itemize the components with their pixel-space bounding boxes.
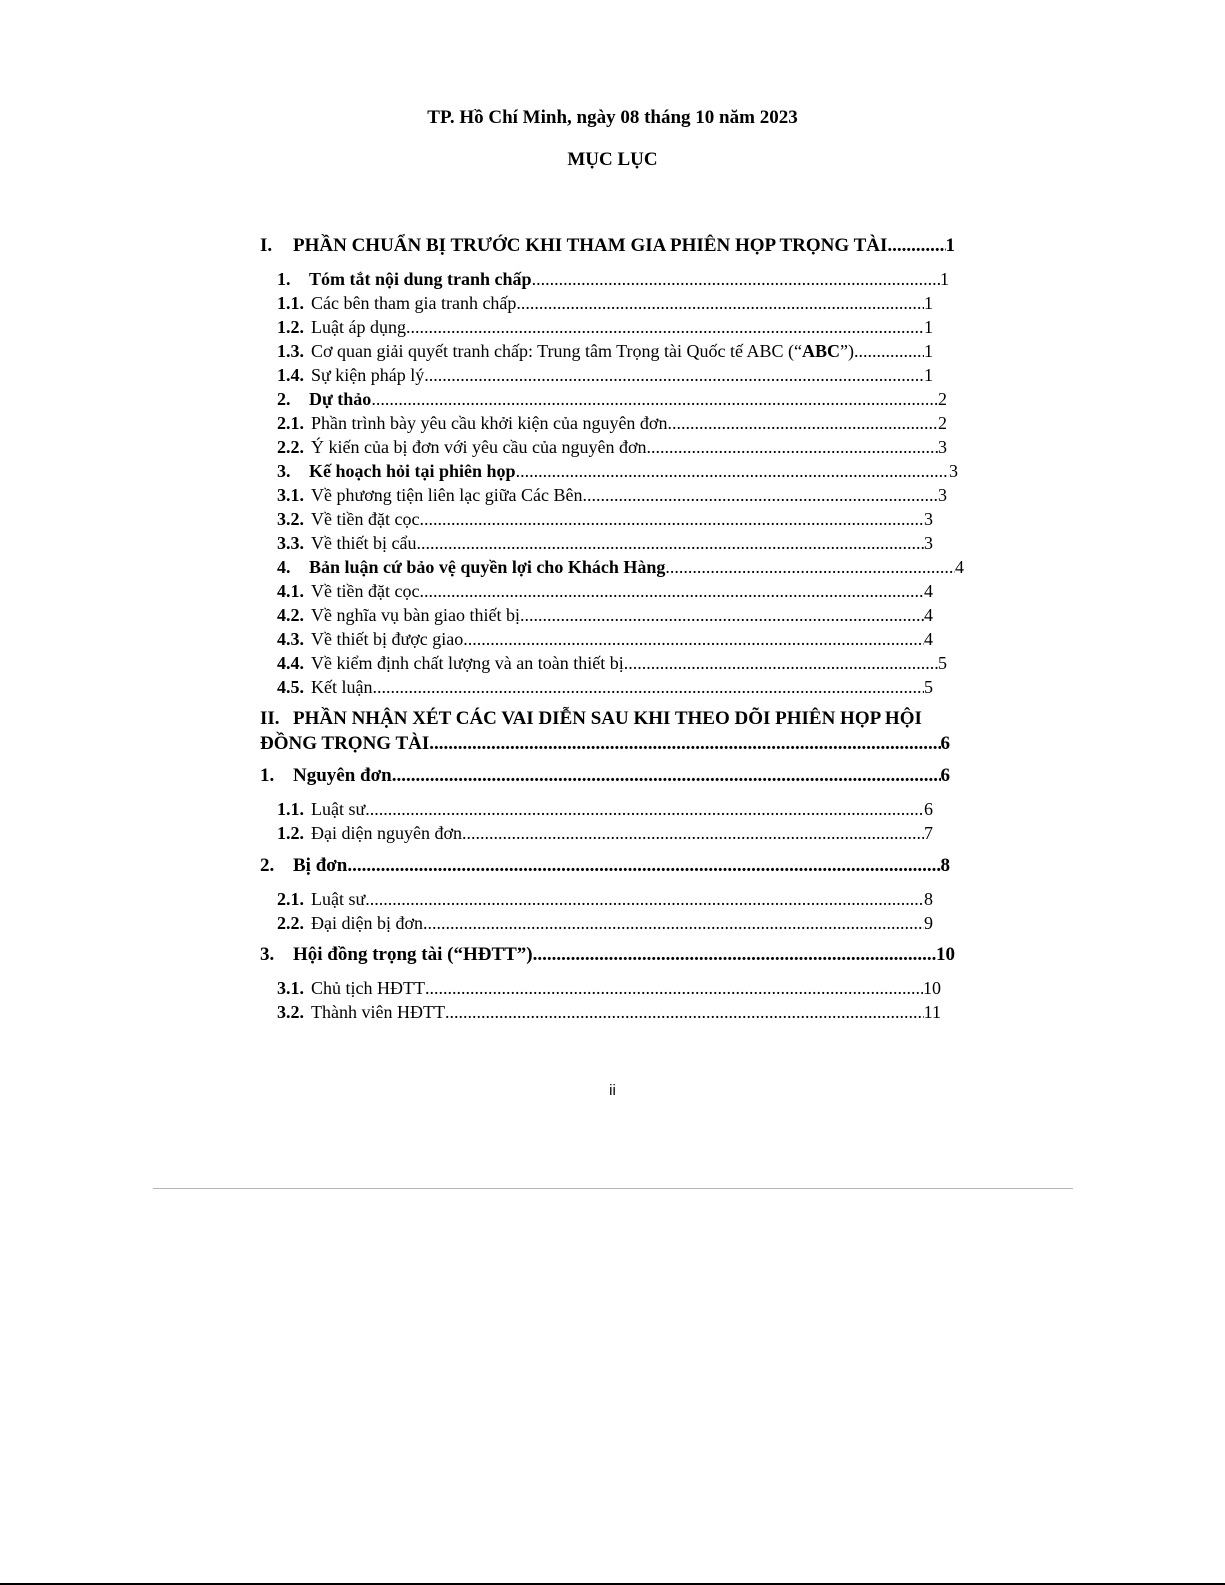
toc-page: 4 bbox=[955, 557, 964, 577]
toc-number: 4.1. bbox=[277, 581, 304, 601]
toc-number: II. bbox=[260, 708, 280, 729]
toc-leader bbox=[516, 460, 949, 482]
toc-entry-section-2-line2[interactable] bbox=[260, 733, 950, 755]
toc-title: Thành viên HĐTT bbox=[311, 1002, 445, 1022]
toc-number: 3.2. bbox=[277, 1002, 304, 1022]
toc-title: Các bên tham gia tranh chấp bbox=[311, 293, 517, 313]
toc-title-continued: ĐỒNG TRỌNG TÀI bbox=[260, 733, 430, 754]
toc-leader bbox=[463, 628, 924, 650]
toc-entry[interactable] bbox=[277, 484, 947, 506]
toc-leader bbox=[365, 798, 924, 820]
toc-number: 2. bbox=[277, 389, 291, 409]
toc-title: Tóm tắt nội dung tranh chấp bbox=[309, 269, 532, 289]
page-number: ii bbox=[609, 1082, 616, 1099]
toc-leader bbox=[532, 268, 940, 290]
toc-page: 8 bbox=[940, 855, 950, 876]
toc-number: 1.2. bbox=[277, 317, 304, 337]
toc-number: 3.3. bbox=[277, 533, 304, 553]
toc-page: 10 bbox=[936, 944, 955, 965]
toc-entry[interactable] bbox=[277, 822, 933, 844]
toc-title: PHẦN CHUẨN BỊ TRƯỚC KHI THAM GIA PHIÊN HỌP TRỌNG TÀI bbox=[293, 235, 888, 256]
toc-leader bbox=[425, 977, 923, 999]
toc-page: 11 bbox=[923, 1002, 941, 1022]
toc-entry[interactable] bbox=[277, 532, 933, 554]
toc-page: 1 bbox=[924, 293, 933, 313]
toc-page: 6 bbox=[924, 799, 933, 819]
toc-title: Luật áp dụng bbox=[311, 317, 406, 337]
toc-page: 1 bbox=[924, 365, 933, 385]
toc-entry[interactable] bbox=[260, 944, 955, 966]
toc-entry[interactable] bbox=[277, 292, 933, 314]
toc-number: 3. bbox=[260, 944, 275, 965]
toc-number: 2. bbox=[260, 855, 275, 876]
toc-title: Về thiết bị được giao bbox=[311, 629, 464, 649]
toc-number: 4.3. bbox=[277, 629, 304, 649]
toc-number: 1.2. bbox=[277, 823, 304, 843]
toc-title: Về nghĩa vụ bàn giao thiết bị bbox=[311, 605, 520, 625]
toc-entry[interactable] bbox=[277, 556, 964, 578]
toc-number: 1.3. bbox=[277, 341, 304, 361]
toc-title: Bị đơn bbox=[293, 855, 348, 876]
toc-leader bbox=[365, 888, 924, 910]
toc-page: 3 bbox=[938, 485, 947, 505]
toc-page: 1 bbox=[940, 269, 949, 289]
toc-entry[interactable] bbox=[260, 855, 950, 877]
toc-entry[interactable] bbox=[260, 765, 950, 787]
toc-number: 1.1. bbox=[277, 293, 304, 313]
toc-number: 4. bbox=[277, 557, 291, 577]
toc-entry[interactable] bbox=[277, 268, 949, 290]
toc-leader bbox=[347, 855, 940, 877]
toc-entry[interactable] bbox=[277, 798, 933, 820]
toc-leader bbox=[887, 235, 945, 257]
toc-entry[interactable] bbox=[277, 412, 947, 434]
toc-page: 5 bbox=[924, 677, 933, 697]
toc-entry[interactable] bbox=[277, 676, 933, 698]
toc-page: 10 bbox=[923, 978, 941, 998]
toc-title: Về phương tiện liên lạc giữa Các Bên bbox=[311, 485, 583, 505]
toc-leader bbox=[520, 604, 924, 626]
toc-title: Luật sư bbox=[311, 889, 366, 909]
toc-page: 3 bbox=[949, 461, 958, 481]
toc-leader bbox=[516, 292, 924, 314]
toc-leader bbox=[582, 484, 938, 506]
toc-title: Về kiểm định chất lượng và an toàn thiết bị bbox=[311, 653, 624, 673]
toc-number: 2.2. bbox=[277, 437, 304, 457]
toc-number: 2.2. bbox=[277, 913, 304, 933]
document-date: TP. Hồ Chí Minh, ngày 08 tháng 10 năm 2023 bbox=[427, 107, 798, 128]
toc-entry-section-1[interactable] bbox=[260, 235, 955, 257]
toc-page: 7 bbox=[924, 823, 933, 843]
toc-page: 3 bbox=[924, 509, 933, 529]
toc-title: Phần trình bày yêu cầu khởi kiện của nguyên đơn bbox=[311, 413, 668, 433]
toc-entry[interactable] bbox=[277, 888, 933, 910]
toc-page: 2 bbox=[938, 389, 947, 409]
toc-entry[interactable] bbox=[277, 316, 933, 338]
toc-entry[interactable] bbox=[277, 912, 933, 934]
toc-title: Kết luận bbox=[311, 677, 373, 697]
toc-leader bbox=[533, 944, 936, 966]
toc-entry-section-2-line1[interactable] bbox=[260, 708, 950, 730]
toc-entry[interactable] bbox=[277, 364, 933, 386]
toc-number: 3.1. bbox=[277, 978, 304, 998]
toc-leader bbox=[392, 765, 941, 787]
toc-page: 6 bbox=[940, 733, 950, 754]
toc-leader bbox=[646, 436, 938, 458]
toc-leader bbox=[624, 652, 938, 674]
toc-number: 2.1. bbox=[277, 413, 304, 433]
toc-page: 1 bbox=[924, 341, 933, 361]
toc-leader bbox=[665, 556, 955, 578]
toc-number: 1. bbox=[260, 765, 275, 786]
toc-leader bbox=[667, 412, 938, 434]
toc-page: 1 bbox=[945, 235, 955, 256]
toc-title: Hội đồng trọng tài (“HĐTT”) bbox=[293, 944, 533, 965]
toc-entry[interactable] bbox=[277, 604, 933, 626]
toc-leader bbox=[371, 388, 938, 410]
toc-number: 4.4. bbox=[277, 653, 304, 673]
toc-leader bbox=[419, 580, 924, 602]
toc-entry[interactable] bbox=[277, 340, 933, 362]
toc-number: I. bbox=[260, 235, 273, 256]
toc-number: 1. bbox=[277, 269, 291, 289]
toc-title: Luật sư bbox=[311, 799, 366, 819]
toc-number: 4.5. bbox=[277, 677, 304, 697]
toc-entry[interactable] bbox=[277, 652, 947, 674]
toc-leader bbox=[419, 508, 924, 530]
toc-page: 6 bbox=[940, 765, 950, 786]
toc-leader bbox=[445, 1001, 924, 1023]
toc-leader bbox=[416, 532, 924, 554]
toc-page: 3 bbox=[924, 533, 933, 553]
toc-number: 4.2. bbox=[277, 605, 304, 625]
toc-title: Về tiền đặt cọc bbox=[311, 509, 420, 529]
toc-title: Về tiền đặt cọc bbox=[311, 581, 420, 601]
page-title: MỤC LỤC bbox=[567, 149, 658, 170]
toc-title: Sự kiện pháp lý bbox=[311, 365, 425, 385]
toc-entry[interactable] bbox=[277, 1001, 941, 1023]
toc-title: Nguyên đơn bbox=[293, 765, 392, 786]
toc-entry[interactable] bbox=[277, 436, 947, 458]
toc-page: 9 bbox=[924, 913, 933, 933]
toc-entry[interactable] bbox=[277, 460, 958, 482]
toc-title: Cơ quan giải quyết tranh chấp: Trung tâm Trọng tài Quốc tế ABC (“ABC”) bbox=[311, 341, 854, 361]
page-divider bbox=[153, 1188, 1073, 1189]
toc-leader bbox=[462, 822, 924, 844]
toc-entry[interactable] bbox=[277, 388, 947, 410]
toc-title: Ý kiến của bị đơn với yêu cầu của nguyên đơn bbox=[311, 437, 647, 457]
toc-entry[interactable] bbox=[277, 628, 933, 650]
toc-title: Về thiết bị cẩu bbox=[311, 533, 417, 553]
toc-leader bbox=[429, 733, 940, 755]
toc-leader bbox=[854, 340, 924, 362]
toc-page: 8 bbox=[924, 889, 933, 909]
toc-page: 3 bbox=[938, 437, 947, 457]
toc-page: 4 bbox=[924, 581, 933, 601]
toc-leader bbox=[372, 676, 924, 698]
toc-leader bbox=[424, 364, 924, 386]
toc-page: 4 bbox=[924, 605, 933, 625]
toc-entry[interactable] bbox=[277, 977, 941, 999]
toc-page: 5 bbox=[938, 653, 947, 673]
toc-number: 1.1. bbox=[277, 799, 304, 819]
toc-title: Kế hoạch hỏi tại phiên họp bbox=[309, 461, 516, 481]
toc-entry[interactable] bbox=[277, 580, 933, 602]
toc-title: Đại diện bị đơn bbox=[311, 913, 423, 933]
toc-title: Đại diện nguyên đơn bbox=[311, 823, 462, 843]
toc-number: 2.1. bbox=[277, 889, 304, 909]
toc-entry[interactable] bbox=[277, 508, 933, 530]
toc-page: 2 bbox=[938, 413, 947, 433]
toc-title: Chủ tịch HĐTT bbox=[311, 978, 425, 998]
toc-title: Bản luận cứ bảo vệ quyền lợi cho Khách Hàng bbox=[309, 557, 666, 577]
toc-page: 1 bbox=[924, 317, 933, 337]
toc-number: 3. bbox=[277, 461, 291, 481]
toc-title: PHẦN NHẬN XÉT CÁC VAI DIỄN SAU KHI THEO DÕI PHIÊN HỌP HỘI bbox=[293, 708, 922, 729]
toc-leader bbox=[423, 912, 924, 934]
toc-number: 1.4. bbox=[277, 365, 304, 385]
toc-leader bbox=[406, 316, 924, 338]
toc-page: 4 bbox=[924, 629, 933, 649]
toc-number: 3.1. bbox=[277, 485, 304, 505]
toc-title: Dự thảo bbox=[309, 389, 372, 409]
toc-number: 3.2. bbox=[277, 509, 304, 529]
